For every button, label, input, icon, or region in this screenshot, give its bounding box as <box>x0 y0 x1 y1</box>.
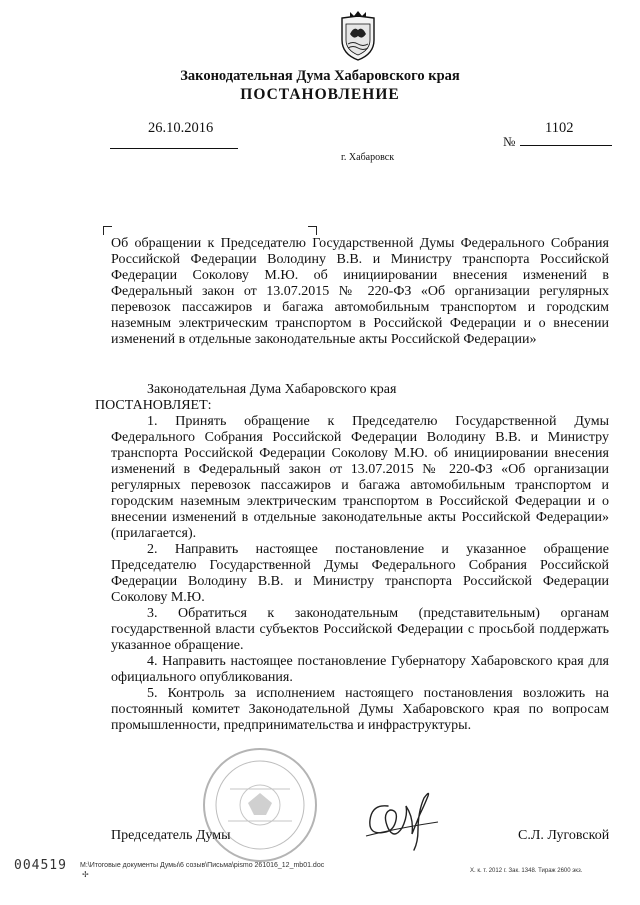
cross-mark-icon: ✢ <box>82 870 89 879</box>
body-paragraph: 5. Контроль за исполнением настоящего постановления возложить на постоянный комитет Законодательной Думы Хабаровского края по вопросам промышленности, предпринимательства и инфраструктуры. <box>111 686 609 733</box>
body-paragraph: 4. Направить настоящее постановление Губернатору Хабаровского края для официального опубликования. <box>111 654 609 685</box>
print-info: Х. к. т. 2012 г. Зак. 1348. Тираж 2600 экз. <box>470 868 583 874</box>
document-subject: Об обращении к Председателю Государственной Думы Федерального Собрания Российской Федерации Володину В.В. и Министру транспорта Российской Федерации Соколову М.Ю. об инициировании внесения изменений в Федеральный закон от 13.07.2015 № 220-ФЗ «Об организации регулярных перевозок пассажиров и багажа автомобильным транспортом и городским наземным электрическим транспортом в Российской Федерации и о внесении изменений в отдельные законодательные акты Российской Федерации» <box>111 236 609 347</box>
body-paragraph: 1. Принять обращение к Председателю Государственной Думы Федерального Собрания Российской Федерации Володину В.В. и Министру транспорта Российской Федерации Соколову М.Ю. об инициировании внесения изменений в Федеральный закон от 13.07.2015 № 220-ФЗ «Об организации регулярных перевозок пассажиров и багажа автомобильным транспортом и городским наземным электрическим транспортом в Российской Федерации и о внесении изменений в отдельные законодательные акты Российской Федерации» (прилагается). <box>111 414 609 541</box>
handwritten-signature <box>358 776 448 854</box>
document-date: 26.10.2016 <box>148 120 214 136</box>
serial-number: 004519 <box>14 858 67 873</box>
organization-name: Законодательная Дума Хабаровского края <box>180 68 460 84</box>
body-intro: Законодательная Дума Хабаровского края <box>147 382 397 397</box>
body-paragraph: 3. Обратиться к законодательным (представительным) органам государственной власти субъектов Российской Федерации с просьбой поддержать указанное обращение. <box>111 606 609 653</box>
number-label: № <box>503 134 516 149</box>
body-decree: ПОСТАНОВЛЯЕТ: <box>95 398 212 413</box>
coat-of-arms-emblem <box>336 10 380 62</box>
official-seal-stamp <box>200 745 320 865</box>
city-name: г. Хабаровск <box>340 152 395 163</box>
subject-bracket-right <box>308 226 317 235</box>
body-paragraph: 2. Направить настоящее постановление и указанное обращение Председателю Государственной Думы Федерального Собрания Российской Федерации Володину В.В. и Министру транспорта Российской Федерации Соколову М.Ю. <box>111 542 609 605</box>
file-path: M:\Итоговые документы Думы\6 созыв\Письма\pismo 261016_12_mb01.doc <box>80 862 325 869</box>
document-number: 1102 <box>545 120 574 136</box>
signatory-name: С.Л. Луговской <box>518 828 610 843</box>
subject-bracket-left <box>103 226 112 235</box>
document-type: ПОСТАНОВЛЕНИЕ <box>240 86 400 103</box>
date-underline <box>110 148 238 149</box>
signatory-position: Председатель Думы <box>111 828 231 843</box>
document-body <box>95 382 609 734</box>
number-underline <box>520 145 612 146</box>
